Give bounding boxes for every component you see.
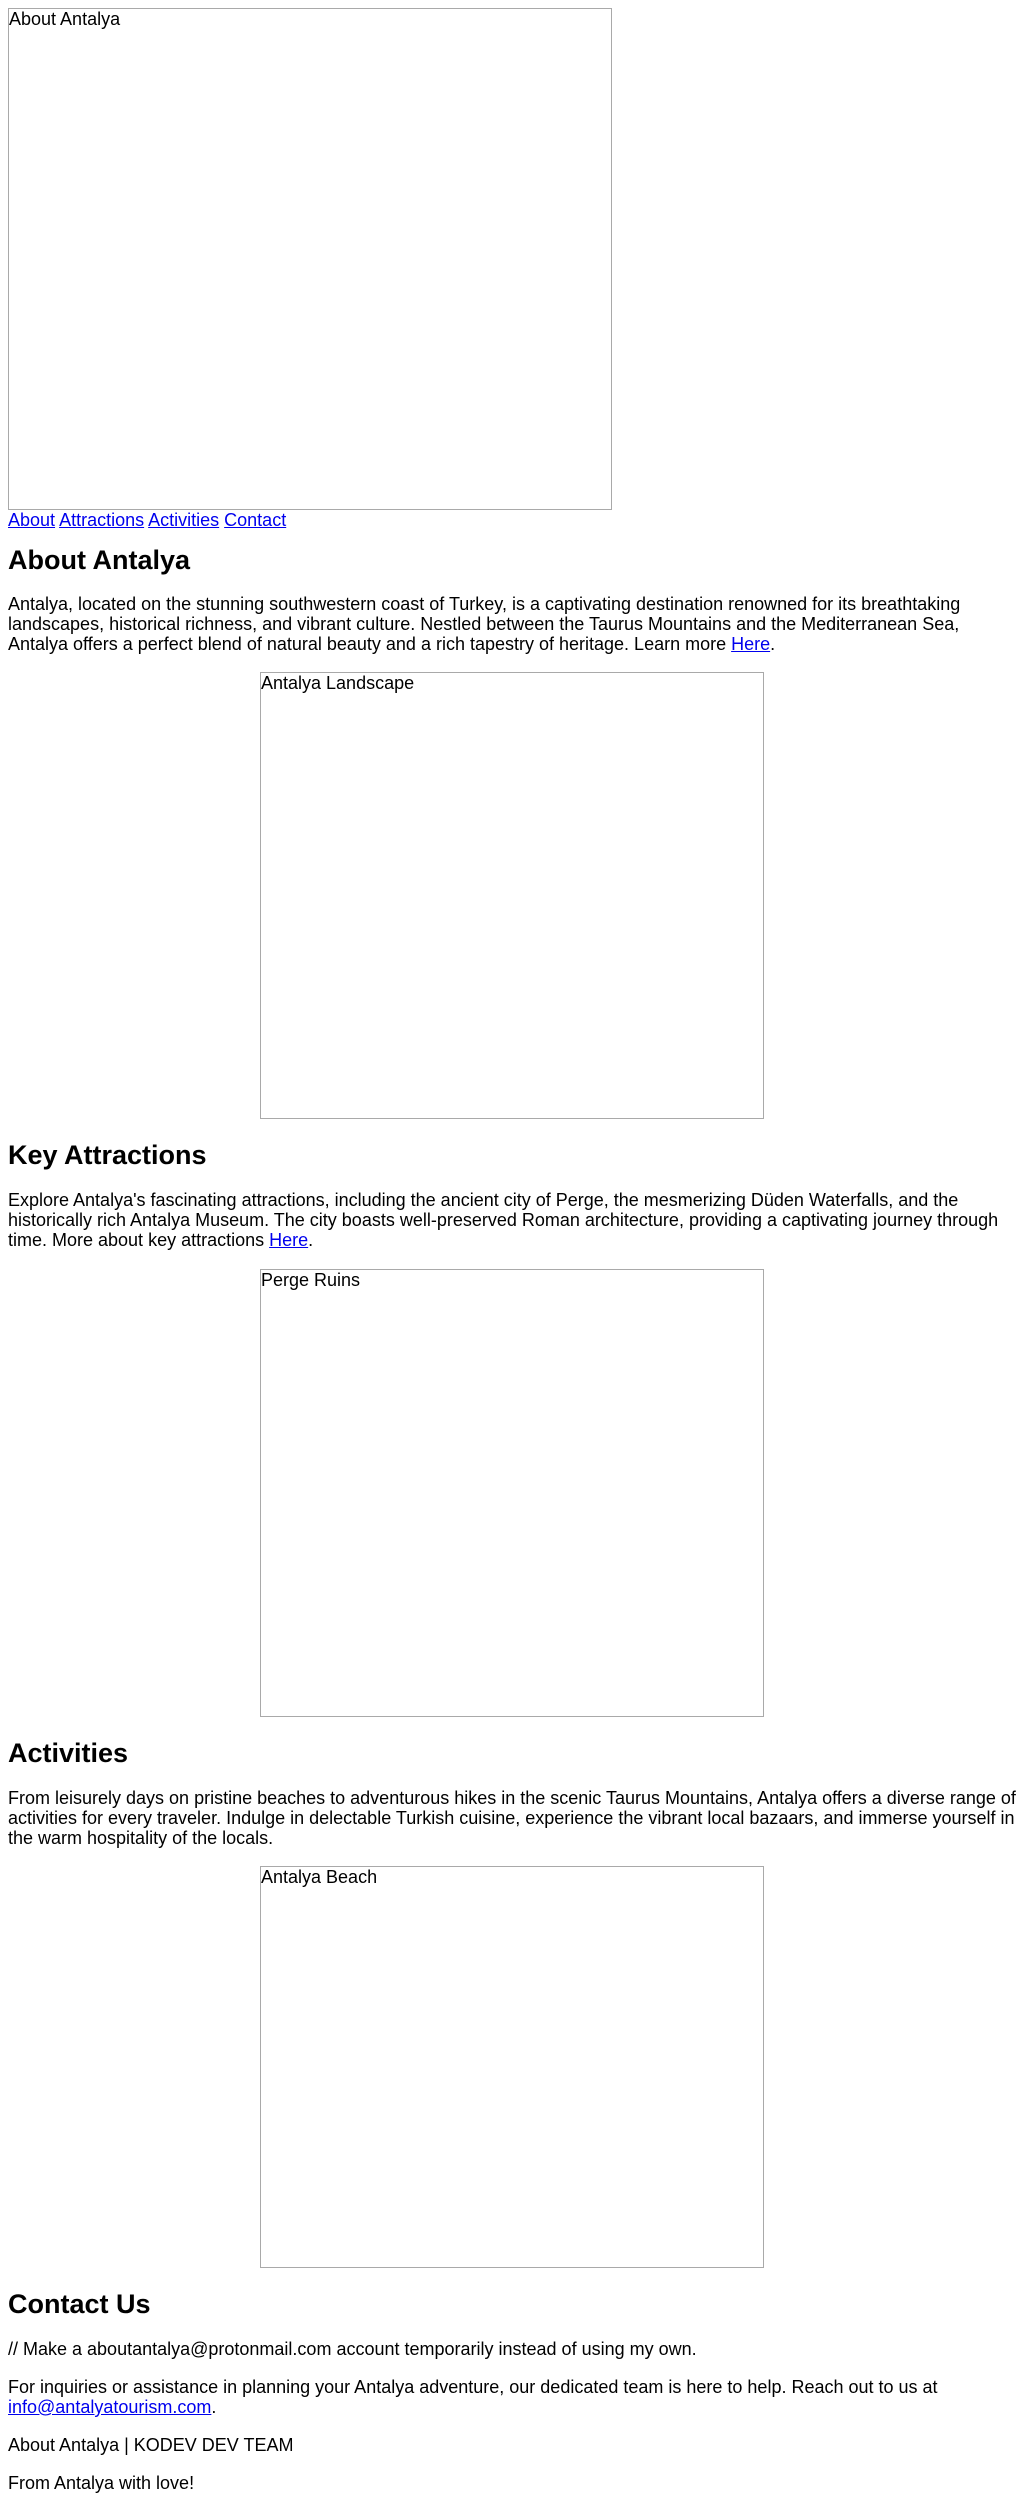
about-text: Antalya, located on the stunning southwestern coast of Turkey, is a captivating destination renowned for its breathtaking landscapes, historical richness, and vibrant culture. Nestled between the Taurus Mountains and the Mediterranean Sea, Antalya offers a perfect blend of natural beauty and a rich tapestry of heritage. Learn more Here. <box>8 594 961 654</box>
contact-section <box>8 2288 1016 2417</box>
antalya-landscape-image <box>260 672 764 1119</box>
nav-link-activities[interactable]: Activities <box>148 510 220 530</box>
about-learn-more-link[interactable]: Here <box>731 634 771 654</box>
attractions-text: Explore Antalya's fascinating attractions, including the ancient city of Perge, the mesmerizing Düden Waterfalls, and the historically rich Antalya Museum. The city boasts well-preserved Roman architecture, providing a captivating journey through time. More about key attractions Here. <box>8 1190 999 1250</box>
nav-link-contact[interactable]: Contact <box>224 510 287 530</box>
header-image-alt: About Antalya <box>9 9 121 29</box>
activities-section <box>8 1737 1016 2268</box>
contact-email-link[interactable]: info@antalyatourism.com <box>8 2397 212 2417</box>
activities-title: Activities <box>8 1738 129 1768</box>
main-nav <box>8 510 1016 532</box>
attractions-section <box>8 1139 1016 1717</box>
footer-credit: About Antalya | KODEV DEV TEAM <box>8 2435 294 2455</box>
about-section <box>8 544 1016 1119</box>
contact-title: Contact Us <box>8 2289 151 2319</box>
antalya-landscape-alt: Antalya Landscape <box>261 673 415 693</box>
attractions-more-link[interactable]: Here <box>269 1230 309 1250</box>
about-title: About Antalya <box>8 545 190 575</box>
contact-comment: // Make a aboutantalya@protonmail.com account temporarily instead of using my own. <box>8 2339 697 2359</box>
attractions-title: Key Attractions <box>8 1140 207 1170</box>
perge-ruins-alt: Perge Ruins <box>261 1270 361 1290</box>
footer-love: From Antalya with love! <box>8 2473 195 2493</box>
antalya-beach-image <box>260 1866 764 2268</box>
antalya-beach-alt: Antalya Beach <box>261 1867 378 1887</box>
perge-ruins-image <box>260 1269 764 1717</box>
header-image <box>8 8 612 510</box>
nav-link-about[interactable]: About <box>8 510 56 530</box>
nav-link-attractions[interactable]: Attractions <box>59 510 145 530</box>
contact-text: For inquiries or assistance in planning your Antalya adventure, our dedicated team is here to help. Reach out to us at info@antalyatourism.com. <box>8 2377 938 2417</box>
activities-text: From leisurely days on pristine beaches to adventurous hikes in the scenic Taurus Mountains, Antalya offers a diverse range of activities for every traveler. Indulge in delectable Turkish cuisine, experience the vibrant local bazaars, and immerse yourself in the warm hospitality of the locals. <box>8 1788 1016 1848</box>
page-footer <box>8 2435 1016 2493</box>
